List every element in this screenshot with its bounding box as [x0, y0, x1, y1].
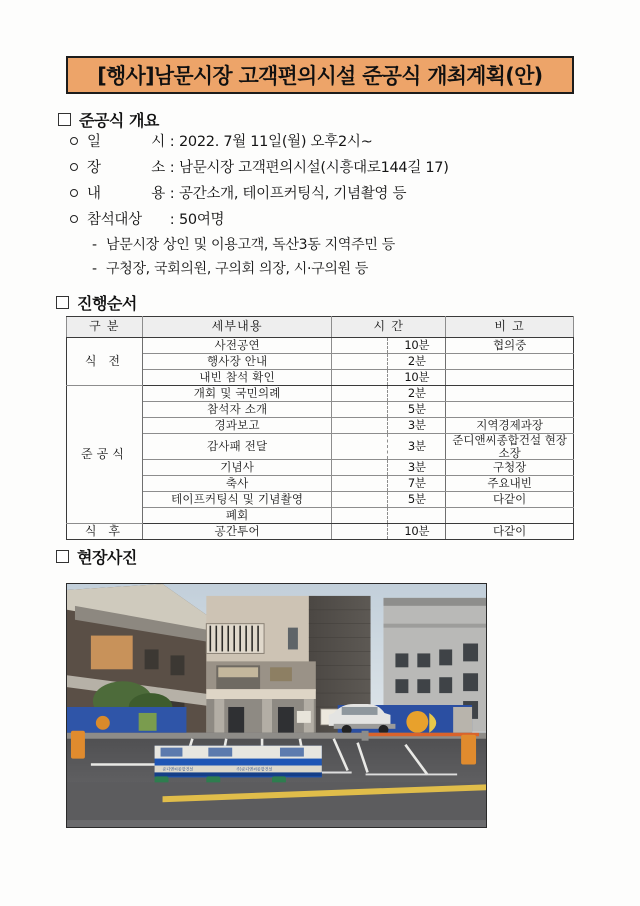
table-cell-time — [388, 508, 446, 524]
table-cell-note: 다같이 — [446, 524, 574, 540]
overview-item-datetime-value: 2022. 7월 11일(월) 오후2시~ — [179, 134, 373, 150]
overview-item-contents-label — [87, 182, 165, 203]
table-cell-time-pad — [332, 338, 388, 354]
document-title-banner — [66, 56, 574, 94]
table-cell-time-pad — [332, 434, 388, 460]
overview-label-part-b: 소 — [151, 160, 165, 176]
section-heading-photos-label: 현장사진 — [77, 548, 137, 567]
overview-label-part-a: 일 — [87, 134, 101, 150]
table-cell-note — [446, 508, 574, 524]
overview-label-part-a: 내 — [87, 186, 101, 202]
table-cell-note — [446, 402, 574, 418]
table-cell-time-pad — [332, 524, 388, 540]
overview-item-datetime — [70, 130, 540, 156]
table-row — [67, 492, 574, 508]
table-row — [67, 476, 574, 492]
site-photo-image — [67, 584, 486, 827]
table-cell-time-pad — [332, 492, 388, 508]
table-cell-group: 식 전 — [67, 338, 143, 386]
table-cell-detail: 테이프커팅식 및 기념촬영 — [142, 492, 332, 508]
table-cell-time-pad — [332, 370, 388, 386]
overview-list — [70, 130, 540, 282]
svg-text:준디앤씨종합건설: 준디앤씨종합건설 — [162, 766, 194, 772]
overview-item-attendees-label: 참석대상 — [87, 212, 142, 228]
table-cell-time-pad — [332, 508, 388, 524]
table-cell-detail: 사전공연 — [142, 338, 332, 354]
overview-label-part-b: 시 — [151, 134, 165, 150]
table-row — [67, 402, 574, 418]
table-row — [67, 386, 574, 402]
table-cell-group: 준공식 — [67, 386, 143, 524]
overview-item-attendees — [70, 208, 540, 234]
table-cell-time: 2분 — [388, 354, 446, 370]
table-row — [67, 418, 574, 434]
circle-bullet-icon — [70, 214, 87, 225]
table-cell-detail: 감사패 전달 — [142, 434, 332, 460]
table-cell-note — [446, 370, 574, 386]
dash-bullet-icon: - — [92, 261, 97, 277]
overview-subitem-residents-text: 남문시장 상인 및 이용고객, 독산3동 지역주민 등 — [106, 237, 395, 253]
circle-bullet-icon — [70, 136, 87, 147]
table-cell-note: 다같이 — [446, 492, 574, 508]
circle-bullet-icon — [70, 188, 87, 199]
overview-item-place — [70, 156, 540, 182]
table-cell-note: 구청장 — [446, 460, 574, 476]
site-photo — [66, 583, 487, 828]
column-header-time: 시 간 — [332, 317, 446, 338]
table-cell-detail: 공간투어 — [142, 524, 332, 540]
table-cell-note — [446, 386, 574, 402]
checkbox-square-icon — [58, 113, 71, 126]
table-row — [67, 460, 574, 476]
svg-text:주)준디앤씨종합건설: 주)준디앤씨종합건설 — [236, 766, 273, 772]
section-heading-program — [56, 291, 137, 314]
overview-separator: : — [169, 160, 175, 176]
overview-item-place-label — [87, 156, 165, 177]
overview-separator: : — [169, 186, 175, 202]
table-cell-time: 3분 — [388, 418, 446, 434]
table-cell-time: 10분 — [388, 370, 446, 386]
overview-item-place-value: 남문시장 고객편의시설(시흥대로144길 17) — [179, 160, 449, 176]
table-cell-time: 10분 — [388, 338, 446, 354]
table-cell-time: 7분 — [388, 476, 446, 492]
column-header-note: 비 고 — [446, 317, 574, 338]
overview-label-part-b: 용 — [151, 186, 165, 202]
table-cell-group: 식 후 — [67, 524, 143, 540]
table-cell-detail: 축사 — [142, 476, 332, 492]
table-cell-time: 5분 — [388, 492, 446, 508]
table-cell-time-pad — [332, 386, 388, 402]
section-heading-photos — [56, 545, 137, 568]
page-title: [행사]남문시장 고객편의시설 준공식 개최계획(안) — [97, 64, 543, 88]
overview-item-contents-value: 공간소개, 테이프커팅식, 기념촬영 등 — [179, 186, 407, 202]
table-row — [67, 338, 574, 354]
program-schedule-table — [66, 316, 574, 540]
table-row — [67, 370, 574, 386]
table-cell-detail: 폐회 — [142, 508, 332, 524]
table-body — [67, 338, 574, 540]
section-heading-overview — [58, 108, 159, 131]
overview-subitem-residents — [70, 234, 540, 258]
table-cell-detail: 행사장 안내 — [142, 354, 332, 370]
overview-separator: : — [169, 212, 175, 228]
table-cell-note: 협의중 — [446, 338, 574, 354]
overview-subitem-officials-text: 구청장, 국회의원, 구의회 의장, 시·구의원 등 — [106, 261, 369, 277]
table-cell-time-pad — [332, 402, 388, 418]
table-cell-detail: 내빈 참석 확인 — [142, 370, 332, 386]
table-cell-time-pad — [332, 354, 388, 370]
table-cell-time: 5분 — [388, 402, 446, 418]
table-row — [67, 434, 574, 460]
overview-item-datetime-label — [87, 130, 165, 151]
table-cell-detail: 개회 및 국민의례 — [142, 386, 332, 402]
circle-bullet-icon — [70, 162, 87, 173]
overview-item-contents — [70, 182, 540, 208]
table-cell-time-pad — [332, 460, 388, 476]
table-cell-time-pad — [332, 418, 388, 434]
table-row — [67, 508, 574, 524]
section-heading-overview-label: 준공식 개요 — [79, 111, 159, 130]
section-heading-program-label: 진행순서 — [77, 294, 137, 313]
column-header-detail: 세부내용 — [142, 317, 332, 338]
overview-separator: : — [169, 134, 175, 150]
table-cell-detail: 참석자 소개 — [142, 402, 332, 418]
checkbox-square-icon — [56, 296, 69, 309]
table-cell-note: 준디앤씨종합건설 현장소장 — [446, 434, 574, 460]
dash-bullet-icon: - — [92, 237, 97, 253]
checkbox-square-icon — [56, 550, 69, 563]
table-cell-time: 2분 — [388, 386, 446, 402]
table-cell-detail: 경과보고 — [142, 418, 332, 434]
table-cell-time: 3분 — [388, 434, 446, 460]
table-cell-detail: 기념사 — [142, 460, 332, 476]
column-header-group: 구 분 — [67, 317, 143, 338]
table-cell-note: 주요내빈 — [446, 476, 574, 492]
overview-item-attendees-value: 50여명 — [179, 212, 225, 228]
table-header-row — [67, 317, 574, 338]
table-cell-time: 3분 — [388, 460, 446, 476]
table-row — [67, 524, 574, 540]
overview-subitem-officials — [70, 258, 540, 282]
table-row — [67, 354, 574, 370]
table-cell-note: 지역경제과장 — [446, 418, 574, 434]
table-cell-time-pad — [332, 476, 388, 492]
overview-label-part-a: 장 — [87, 160, 101, 176]
table-cell-time: 10분 — [388, 524, 446, 540]
table-cell-note — [446, 354, 574, 370]
